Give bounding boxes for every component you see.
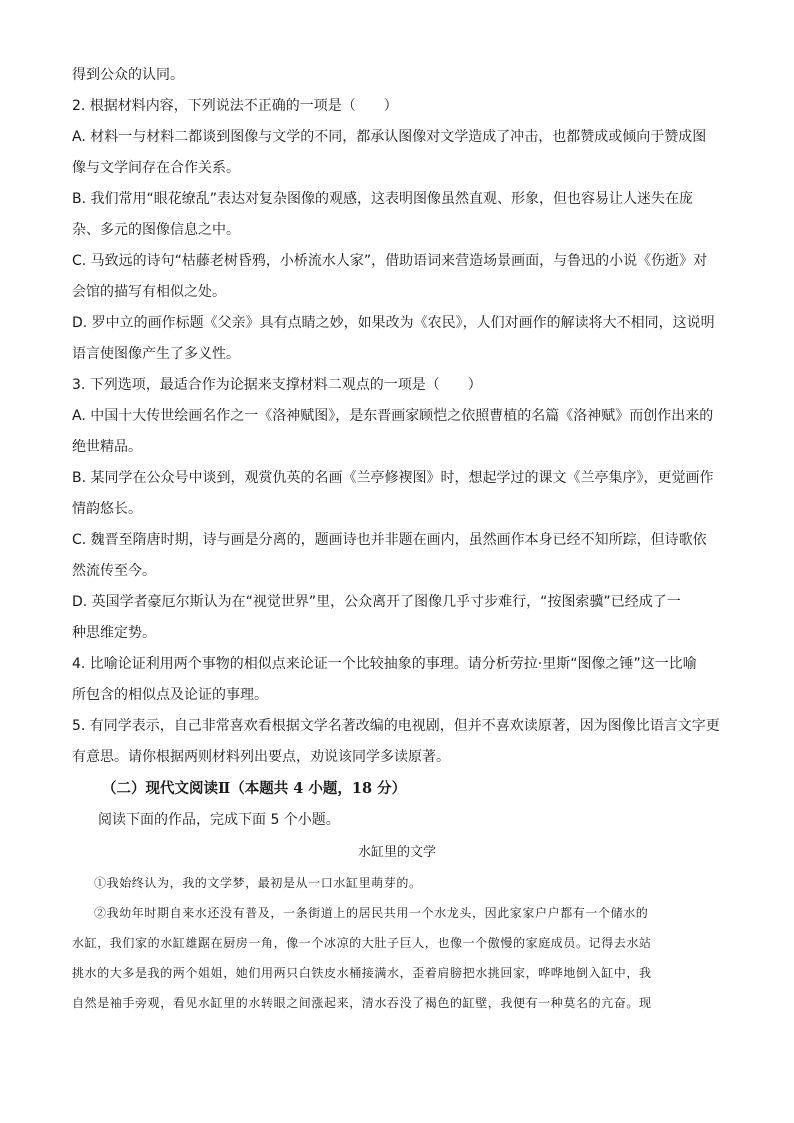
q3-option-c-line-1: C. 魏晋至隋唐时期，诗与画是分离的，题画诗也并非题在画内，虽然画作本身已经不知所踪，但诗歌依 — [72, 532, 707, 548]
option-c-line-1: C. 马致远的诗句“枯藤老树昏鸦，小桥流水人家”，借助语词来营造场景画面，与鲁迅的小说《伤逝》对 — [72, 253, 708, 269]
question-4-line-2: 所包含的相似点及论证的事理。 — [72, 687, 268, 703]
option-a-line-1: A. 材料一与材料二都谈到图像与文学的不同，都承认图像对文学造成了冲击，也都赞成或倾向于赞成图 — [72, 129, 707, 145]
article-paragraph-1: ①我始终认为，我的文学梦，最初是从一口水缸里萌芽的。 — [94, 876, 422, 890]
option-d-line-1: D. 罗中立的画作标题《父亲》具有点睛之妙，如果改为《农民》，人们对画作的解读将大不相同，这说明 — [72, 315, 715, 331]
question-2-stem: 2. 根据材料内容，下列说法不正确的一项是（ ） — [72, 98, 398, 114]
article-paragraph-2-line-1: ②我幼年时期自来水还没有普及，一条街道上的居民共用一个水龙头，因此家家户户都有一个储水的 — [94, 906, 649, 920]
question-4-line-1: 4. 比喻论证利用两个事物的相似点来论证一个比较抽象的事理。请分析劳拉·里斯“图像之锤”这一比喻 — [72, 656, 697, 672]
section-heading: （二）现代文阅读Ⅱ（本题共 4 小题，18 分） — [102, 780, 407, 797]
q3-option-b-line-1: B. 某同学在公众号中谈到，观赏仇英的名画《兰亭修褉图》时，想起学过的课文《兰亭集序》，更觉画作 — [72, 470, 714, 486]
question-5-line-1: 5. 有同学表示，自己非常喜欢看根据文学名著改编的电视剧，但并不喜欢读原著，因为图像比语言文字更 — [72, 718, 720, 734]
text-line: 得到公众的认同。 — [72, 67, 184, 83]
question-3-stem: 3. 下列选项，最适合作为论据来支撑材料二观点的一项是（ ） — [72, 377, 482, 393]
q3-option-d-line-2: 种思维定势。 — [72, 625, 156, 641]
article-title: 水缸里的文学 — [357, 845, 436, 860]
question-5-line-2: 有意思。请你根据两则材料列出要点，劝说该同学多读原著。 — [72, 749, 450, 765]
option-b-line-2: 杂、多元的图像信息之中。 — [72, 222, 240, 238]
option-b-line-1: B. 我们常用“眼花缭乱”表达对复杂图像的观感，这表明图像虽然直观、形象，但也容易让人迷失在庞 — [72, 191, 694, 207]
article-paragraph-2-line-4: 自然是袖手旁观，看见水缸里的水转眼之间涨起来，清水吞没了褐色的缸壁，我便有一种莫名的亢奋。现 — [72, 996, 652, 1010]
article-paragraph-2-line-3: 挑水的大多是我的两个姐姐，她们用两只白铁皮水桶接满水，歪着肩膀把水挑回家，哗哗地倒入缸中，我 — [72, 966, 652, 980]
q3-option-c-line-2: 然流传至今。 — [72, 563, 156, 579]
q3-option-d-line-1: D. 英国学者豪厄尔斯认为在“视觉世界”里，公众离开了图像几乎寸步难行，“按图索骥”已经成了一 — [72, 594, 681, 610]
q3-option-b-line-2: 情韵悠长。 — [72, 501, 142, 517]
article-paragraph-2-line-2: 水缸，我们家的水缸雄踞在厨房一角，像一个冰凉的大肚子巨人，也像一个傲慢的家庭成员。记得去水站 — [72, 936, 652, 950]
reading-instruction: 阅读下面的作品，完成下面 5 个小题。 — [98, 812, 340, 828]
option-a-line-2: 像与文学间存在合作关系。 — [72, 160, 240, 176]
option-c-line-2: 会馆的描写有相似之处。 — [72, 284, 226, 300]
option-d-line-2: 语言使图像产生了多义性。 — [72, 346, 240, 362]
q3-option-a-line-2: 绝世精品。 — [72, 439, 142, 455]
document-page — [72, 60, 722, 1018]
q3-option-a-line-1: A. 中国十大传世绘画名作之一《洛神赋图》，是东晋画家顾恺之依照曹植的名篇《洛神赋》而创作出来的 — [72, 408, 714, 424]
